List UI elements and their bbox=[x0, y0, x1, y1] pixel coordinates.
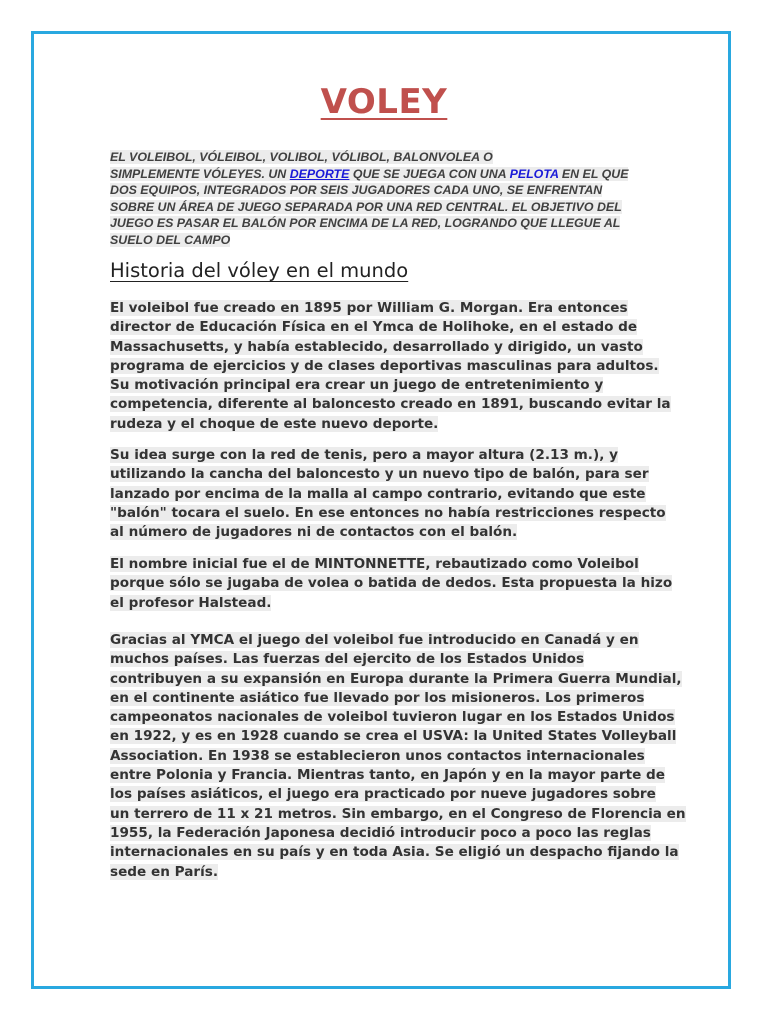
section-heading: Historia del vóley en el mundo bbox=[110, 259, 409, 282]
paragraph-name bbox=[110, 555, 673, 613]
paragraph-line: "balón" tocara el suelo. En ese entonces no había restricciones respecto bbox=[110, 504, 666, 521]
paragraph-line: el profesor Halstead. bbox=[110, 594, 272, 611]
intro-line: EN EL QUE bbox=[558, 166, 629, 181]
paragraph-line: Su motivación principal era crear un juego de entretenimiento y bbox=[110, 377, 604, 394]
pelota-link[interactable]: PELOTA bbox=[509, 166, 559, 181]
paragraph-line: sede en París. bbox=[110, 863, 219, 880]
paragraph-line: un terrero de 11 x 21 metros. Sin embargo, en el Congreso de Florencia en bbox=[110, 805, 686, 822]
paragraph-line: El voleibol fue creado en 1895 por William G. Morgan. Era entonces bbox=[110, 300, 628, 316]
paragraph-line: porque sólo se jugaba de volea o batida de dedos. Esta propuesta la hizo bbox=[110, 575, 673, 592]
paragraph-line: Massachusetts, y había establecido, desarrollado y dirigido, un vasto bbox=[110, 338, 643, 355]
intro-line: QUE SE JUEGA CON UNA bbox=[349, 166, 510, 181]
paragraph-line: Su idea surge con la red de tenis, pero a mayor altura (2.13 m.), y bbox=[110, 447, 618, 463]
paragraph-line: al número de jugadores ni de contactos con el balón. bbox=[110, 524, 518, 541]
paragraph-line: contribuyen a su expansión en Europa durante la Primera Guerra Mundial, bbox=[110, 670, 682, 687]
paragraph-line: El nombre inicial fue el de MINTONNETTE, rebautizado como Voleibol bbox=[110, 556, 639, 572]
paragraph-line: director de Educación Física en el Ymca de Holihoke, en el estado de bbox=[110, 319, 638, 336]
page-title: VOLEY bbox=[320, 82, 448, 122]
intro-line: SOBRE UN ÁREA DE JUEGO SEPARADA POR UNA RED CENTRAL. EL OBJETIVO DEL bbox=[110, 199, 622, 214]
deporte-link[interactable]: DEPORTE bbox=[289, 166, 350, 181]
paragraph-line: programa de ejercicios y de clases deportivas masculinas para adultos. bbox=[110, 357, 659, 374]
paragraph-line: campeonatos nacionales de voleibol tuvieron lugar en los Estados Unidos bbox=[110, 709, 675, 726]
paragraph-line: muchos países. Las fuerzas del ejercito de los Estados Unidos bbox=[110, 651, 585, 668]
paragraph-line: entre Polonia y Francia. Mientras tanto, en Japón y en la mayor parte de bbox=[110, 767, 666, 784]
paragraph-line: los países asiáticos, el juego era practicado por nueve jugadores sobre bbox=[110, 786, 656, 803]
intro-line: SIMPLEMENTE VÓLEYES. UN bbox=[110, 166, 290, 181]
intro-line: DOS EQUIPOS, INTEGRADOS POR SEIS JUGADORES CADA UNO, SE ENFRENTAN bbox=[110, 183, 603, 198]
intro-line: EL VOLEIBOL, VÓLEIBOL, VOLIBOL, VÓLIBOL, BALONVOLEA O bbox=[110, 150, 493, 164]
paragraph-line: lanzado por encima de la malla al campo contrario, evitando que este bbox=[110, 485, 646, 502]
intro-line: SUELO DEL CAMPO bbox=[110, 232, 231, 247]
paragraph-origin bbox=[110, 299, 670, 434]
paragraph-line: internacionales en su país y en toda Asia. Se eligió un despacho fijando la bbox=[110, 844, 679, 861]
paragraph-line: en el continente asiático fue llevado por los misioneros. Los primeros bbox=[110, 689, 645, 706]
paragraph-line: Association. En 1938 se establecieron unos contactos internacionales bbox=[110, 747, 645, 764]
paragraph-line: competencia, diferente al baloncesto creado en 1891, buscando evitar la bbox=[110, 396, 671, 413]
paragraph-line: utilizando la cancha del baloncesto y un nuevo tipo de balón, para ser bbox=[110, 466, 649, 483]
paragraph-idea bbox=[110, 446, 670, 542]
paragraph-line: rudeza y el choque de este nuevo deporte. bbox=[110, 415, 439, 432]
paragraph-line: Gracias al YMCA el juego del voleibol fue introducido en Canadá y en bbox=[110, 632, 639, 648]
paragraph-expansion bbox=[110, 631, 686, 882]
intro-text bbox=[110, 149, 658, 249]
intro-line: JUEGO ES PASAR EL BALÓN POR ENCIMA DE LA RED, LOGRANDO QUE LLEGUE AL bbox=[110, 216, 621, 231]
paragraph-line: 1955, la Federación Japonesa decidió introducir poco a poco las reglas bbox=[110, 824, 651, 841]
paragraph-line: en 1922, y es en 1928 cuando se crea el USVA: la United States Volleyball bbox=[110, 728, 677, 745]
